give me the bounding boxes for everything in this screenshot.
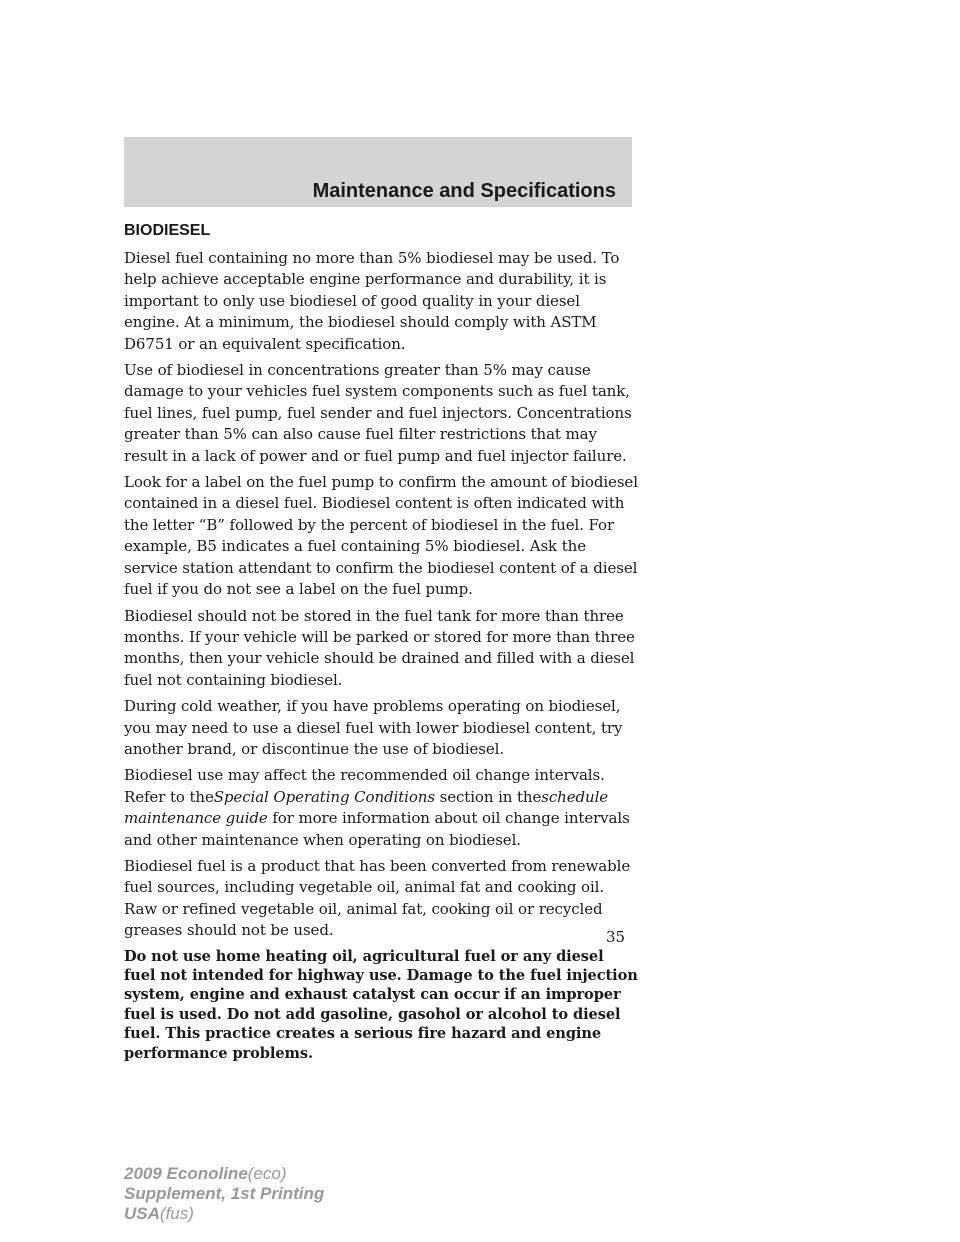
footer-line-1	[124, 1164, 324, 1184]
footer-printing: Supplement, 1st Printing	[124, 1184, 325, 1203]
footer-model-code: (eco)	[247, 1164, 287, 1183]
paragraph-1: Diesel fuel containing no more than 5% biodiesel may be used. To help achieve acceptable engine performance and durability, it is important to only use biodiesel of good quality in your diesel engine. At a minimum, the biodiesel should comply with ASTM D6751 or an equivalent specification.	[124, 249, 620, 353]
footer-line-3	[124, 1204, 324, 1224]
footer-market-code: (fus)	[159, 1204, 194, 1223]
section-heading: BIODIESEL	[124, 222, 211, 239]
print-footer	[124, 1164, 324, 1224]
footer-market: USA	[124, 1204, 160, 1223]
page-content	[124, 220, 638, 1068]
warning-paragraph: Do not use home heating oil, agricultural fuel or any diesel fuel not intended for highway use. Damage to the fuel injection system, engine and exhaust catalyst can occur if an improper fuel is used. Do not add gasoline, gasohol or alcohol to diesel fuel. This practice creates a serious fire hazard and engine performance problems.	[124, 947, 638, 1062]
paragraph-6-text-a: Biodiesel use may affect the recommended oil change intervals. Refer to the	[124, 766, 605, 806]
paragraph-6-text-c: section in the	[439, 787, 542, 806]
special-operating-conditions-ref: Special Operating Conditions	[213, 787, 435, 806]
paragraph-2: Use of biodiesel in concentrations greater than 5% may cause damage to your vehicles fuel system components such as fuel tank, fuel lines, fuel pump, fuel sender and fuel injectors. Concentrations greater than 5% can also cause fuel filter restrictions that may result in a lack of power and or fuel pump and fuel injector failure.	[124, 361, 632, 465]
paragraph-3: Look for a label on the fuel pump to confirm the amount of biodiesel contained in a diesel fuel. Biodiesel content is often indicated with the letter “B” followed by the percent of biodiesel in the fuel. For example, B5 indicates a fuel containing 5% biodiesel. Ask the service station attendant to confirm the biodiesel content of a diesel fuel if you do not see a label on the fuel pump.	[124, 473, 638, 599]
paragraph-6	[124, 765, 638, 851]
paragraph-7: Biodiesel fuel is a product that has been converted from renewable fuel sources, including vegetable oil, animal fat and cooking oil. Raw or refined vegetable oil, animal fat, cooking oil or recycled greases should not be used.	[124, 856, 631, 940]
paragraph-6-text-e: for more information about oil change intervals and other maintenance when operating on biodiesel.	[124, 809, 630, 849]
footer-model: 2009 Econoline	[124, 1164, 248, 1183]
header-title: Maintenance and Specifications	[312, 180, 616, 202]
footer-line-2	[124, 1184, 324, 1204]
paragraph-4: Biodiesel should not be stored in the fuel tank for more than three months. If your vehicle will be parked or stored for more than three months, then your vehicle should be drained and filled with a diesel fuel not containing biodiesel.	[124, 606, 635, 689]
schedule-maintenance-guide-ref: schedule maintenance guide	[124, 787, 609, 828]
section-header-bar	[124, 137, 632, 207]
paragraph-5: During cold weather, if you have problems operating on biodiesel, you may need to use a diesel fuel with lower biodiesel content, try another brand, or discontinue the use of biodiesel.	[124, 697, 623, 758]
page-number: 35	[606, 928, 626, 946]
